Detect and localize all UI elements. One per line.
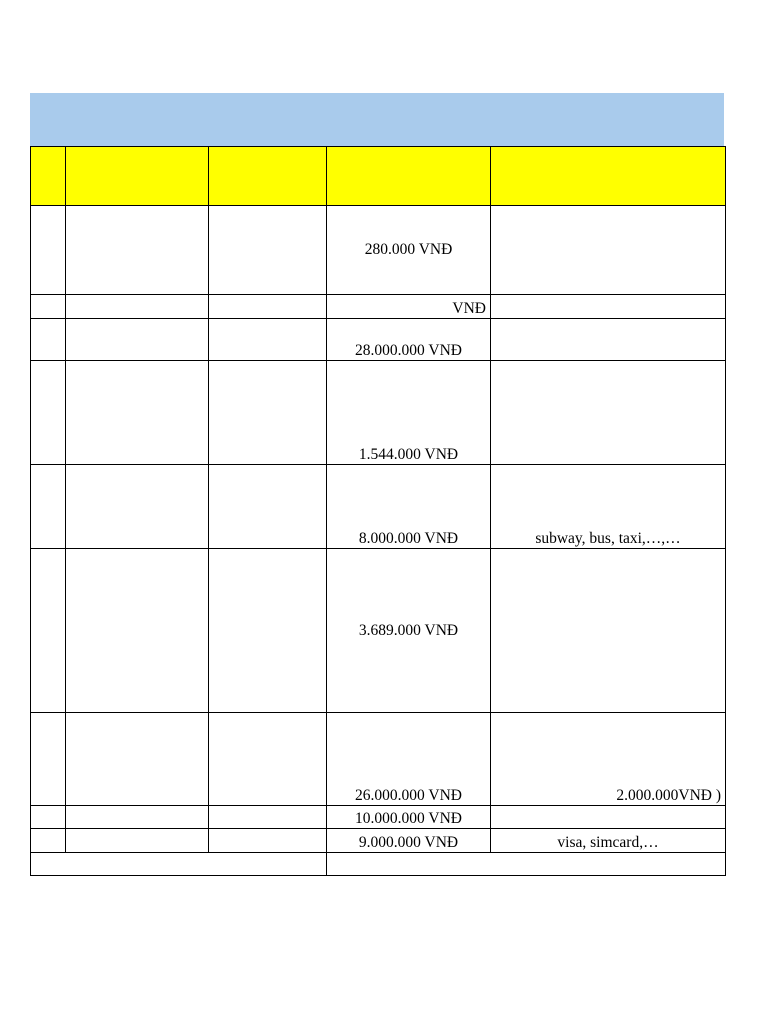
note-cell: visa, simcard,… <box>491 829 726 853</box>
header-cell-item <box>66 147 209 206</box>
header-cell-amount <box>327 147 491 206</box>
note-cell <box>491 295 726 319</box>
total-label-cell <box>31 853 327 876</box>
header-cell-note <box>491 147 726 206</box>
amount-cell: 280.000 VNĐ <box>327 206 491 295</box>
note-cell: 2.000.000VNĐ ) <box>491 713 726 806</box>
table-row <box>31 361 726 465</box>
header-row <box>31 147 726 206</box>
header-cell-index <box>31 147 66 206</box>
amount-cell: 9.000.000 VNĐ <box>327 829 491 853</box>
title-banner <box>30 93 724 146</box>
table-row <box>31 206 726 295</box>
total-row <box>31 853 726 876</box>
table-row <box>31 465 726 549</box>
note-cell <box>491 206 726 295</box>
table-row <box>31 713 726 806</box>
table-row <box>31 829 726 853</box>
amount-cell: 3.689.000 VNĐ <box>327 549 491 713</box>
table-row <box>31 549 726 713</box>
amount-cell: 1.544.000 VNĐ <box>327 361 491 465</box>
note-cell <box>491 549 726 713</box>
amount-cell: 28.000.000 VNĐ <box>327 319 491 361</box>
table-row <box>31 806 726 829</box>
note-cell <box>491 361 726 465</box>
table-row <box>31 295 726 319</box>
table-row <box>31 319 726 361</box>
amount-cell: 8.000.000 VNĐ <box>327 465 491 549</box>
total-value-cell <box>327 853 726 876</box>
note-cell: subway, bus, taxi,…,… <box>491 465 726 549</box>
note-cell <box>491 319 726 361</box>
cost-table <box>30 146 726 876</box>
amount-cell: 10.000.000 VNĐ <box>327 806 491 829</box>
header-cell-detail <box>209 147 327 206</box>
amount-cell: 26.000.000 VNĐ <box>327 713 491 806</box>
note-cell <box>491 806 726 829</box>
amount-cell: VNĐ <box>327 295 491 319</box>
